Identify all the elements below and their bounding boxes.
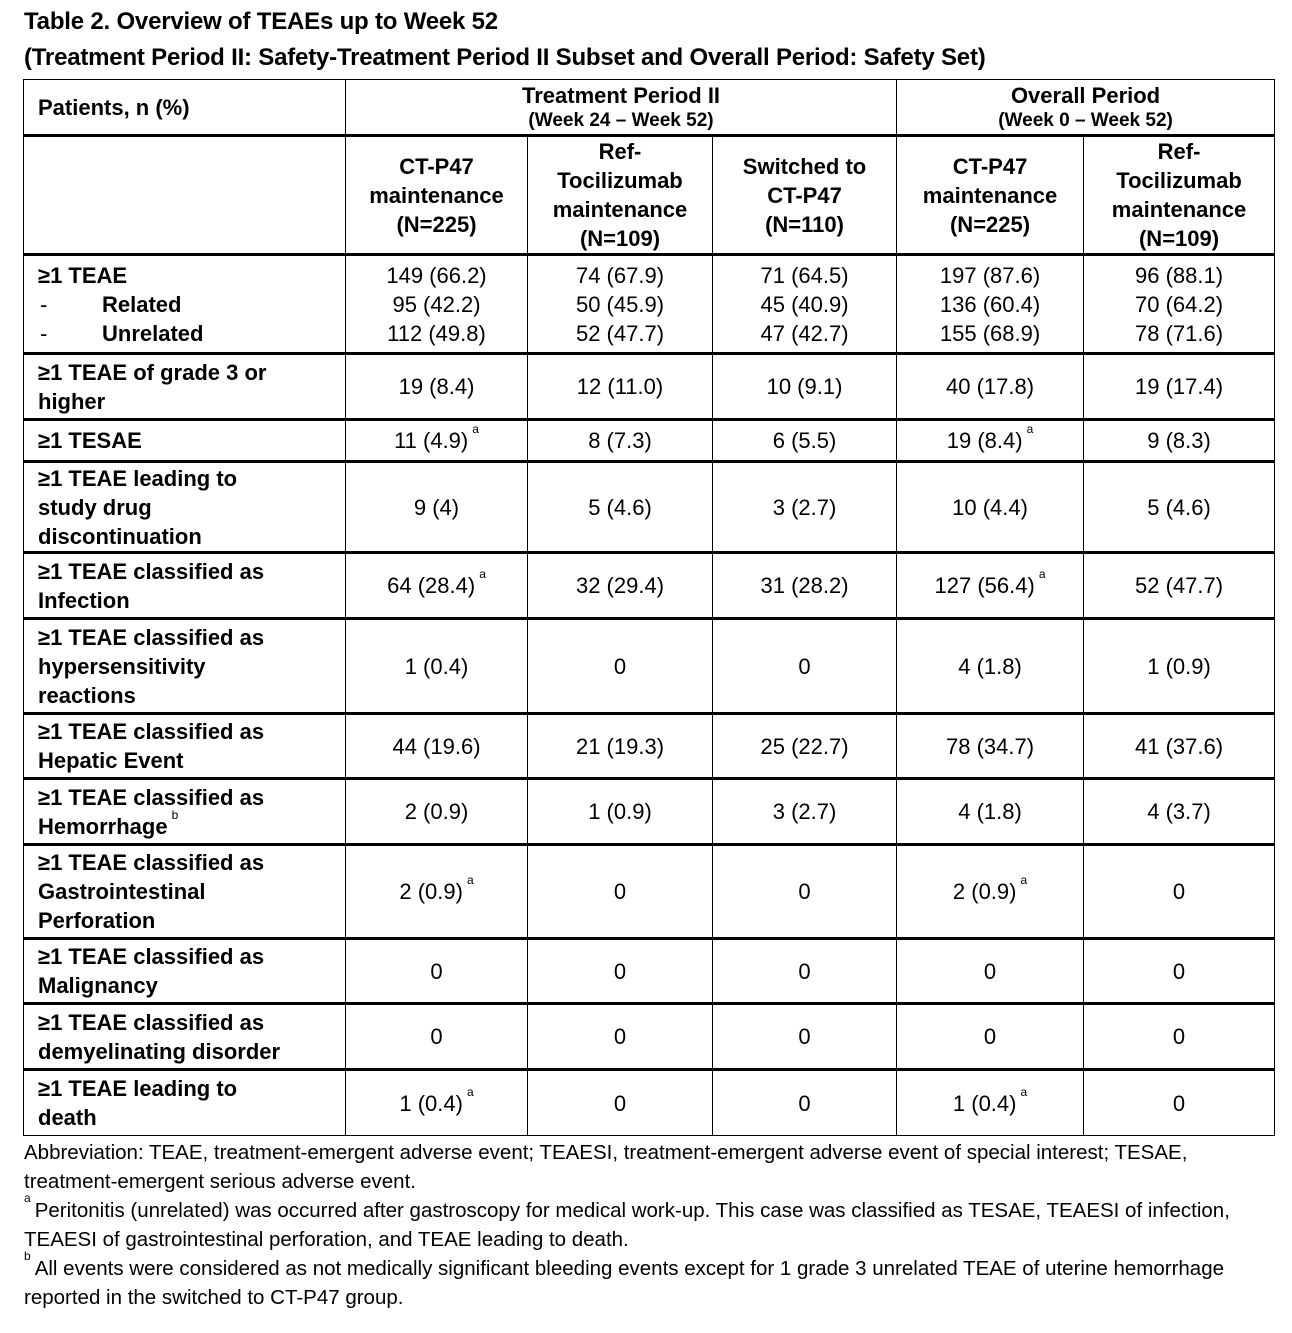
value-line: 112 (49.8) (387, 320, 486, 346)
group-subtitle: (Week 0 – Week 52) (998, 110, 1173, 131)
value-line: 149 (66.2) (386, 262, 487, 288)
value-cell (528, 354, 713, 420)
value-cell (713, 420, 897, 462)
row-label-line: Malignancy (38, 973, 158, 998)
value-text: 2 (0.9) (399, 879, 463, 904)
row-label (24, 779, 346, 845)
footnotes (24, 1138, 1284, 1312)
table-row (24, 354, 1275, 420)
column-header-row (24, 136, 1275, 255)
value-cell (528, 1070, 713, 1136)
value-line: 96 (88.1) (1135, 262, 1224, 288)
row-label-line: reactions (38, 682, 136, 708)
value-line: 197 (87.6) (939, 262, 1041, 288)
value-cell (897, 462, 1084, 553)
sublabel-dash: - (40, 291, 48, 317)
group-title: Treatment Period II (521, 83, 721, 108)
value-cell (1084, 845, 1275, 939)
value-cell (346, 255, 528, 354)
value-line: 50 (45.9) (575, 291, 665, 317)
value-cell (897, 1004, 1084, 1070)
value-cell (897, 255, 1084, 354)
value-text: 78 (34.7) (946, 733, 1035, 759)
value-cell (528, 553, 713, 619)
value-text: 6 (5.5) (772, 428, 837, 453)
column-header-line: CT-P47 (399, 153, 474, 179)
row-label-line: study drug (38, 494, 152, 520)
column-header (346, 136, 528, 255)
value-text: 0 (613, 653, 627, 679)
table-row (24, 714, 1275, 779)
table-row (24, 845, 1275, 939)
value-cell (528, 1004, 713, 1070)
group-header-row (24, 80, 1275, 136)
value-cell (528, 779, 713, 845)
value-text: 0 (613, 1024, 627, 1049)
value-text: 1 (0.9) (1147, 653, 1211, 679)
abbreviation-note: Abbreviation: TEAE, treatment-emergent adverse event; TEAESI, treatment-emergent adverse event of special interest; TESAE, treatment-emergent serious adverse event. (24, 1141, 1188, 1193)
table-row (24, 779, 1275, 845)
row-label (24, 939, 346, 1004)
column-header (897, 136, 1084, 255)
value-text: 127 (56.4) (934, 573, 1035, 598)
table-title: Table 2. Overview of TEAEs up to Week 52 (24, 8, 498, 35)
value-cell (528, 845, 713, 939)
column-header-line: (N=225) (396, 211, 477, 237)
value-text: 10 (4.4) (952, 494, 1028, 520)
value-cell (1084, 779, 1275, 845)
column-header (528, 136, 713, 255)
value-text: 9 (4) (413, 494, 460, 520)
column-header (1084, 136, 1275, 255)
value-cell (713, 255, 897, 354)
value-text: 32 (29.4) (575, 573, 665, 598)
value-text: 0 (798, 879, 811, 904)
value-line: 95 (42.2) (392, 291, 481, 317)
value-cell (346, 714, 528, 779)
value-text: 0 (798, 653, 811, 679)
row-label (24, 462, 346, 553)
value-cell (346, 1004, 528, 1070)
value-cell (1084, 354, 1275, 420)
footnote-marker: a (1020, 873, 1028, 887)
value-cell (346, 619, 528, 714)
column-header-line: Ref- (598, 139, 642, 164)
table-row (24, 939, 1275, 1004)
row-label-line: discontinuation (38, 523, 202, 549)
value-text: 19 (8.4) (946, 428, 1023, 453)
row-label-line: Hepatic Event (38, 748, 184, 773)
column-header-line: Tocilizumab (1116, 168, 1242, 193)
row-label-line: hypersensitivity (38, 653, 206, 679)
value-text: 0 (1172, 1090, 1186, 1116)
value-line: 52 (47.7) (575, 320, 665, 346)
row-label-line: higher (38, 388, 106, 414)
value-cell (713, 619, 897, 714)
value-text: 40 (17.8) (946, 374, 1035, 399)
value-cell (346, 845, 528, 939)
group-title: Overall Period (1010, 83, 1161, 108)
value-line: 47 (42.7) (760, 320, 849, 346)
row-label-line: ≥1 TEAE classified as (38, 719, 265, 744)
value-cell (1084, 619, 1275, 714)
table-row (24, 553, 1275, 619)
column-header-line: Ref- (1157, 139, 1201, 164)
row-label-text: ≥1 TEAE (38, 262, 128, 288)
column-header-line: maintenance (922, 182, 1058, 208)
table-row (24, 420, 1275, 462)
value-cell (346, 779, 528, 845)
value-text: 12 (11.0) (576, 374, 664, 399)
sublabel-dash: - (40, 320, 48, 346)
value-text: 0 (983, 1024, 997, 1049)
value-text: 5 (4.6) (1147, 494, 1211, 520)
footnote-marker: a (466, 1084, 474, 1099)
row-label-line: ≥1 TEAE classified as (38, 1009, 265, 1035)
value-cell (1084, 462, 1275, 553)
column-header-line: (N=109) (1138, 226, 1220, 251)
row-label-line: ≥1 TEAE leading to (38, 465, 238, 491)
row-sublabel (38, 319, 345, 348)
value-text: 0 (430, 1024, 443, 1049)
footnote-b-mark: b (24, 1249, 31, 1263)
value-text: 9 (8.3) (1147, 428, 1211, 453)
value-text: 1 (0.4) (399, 1090, 463, 1116)
row-label (24, 845, 346, 939)
value-text: 0 (430, 958, 443, 984)
value-cell (897, 939, 1084, 1004)
footnote-marker: b (171, 807, 179, 822)
value-text: 10 (9.1) (766, 374, 843, 399)
value-cell (897, 1070, 1084, 1136)
group-header-treatment-period-ii (346, 80, 897, 136)
footnote-marker: a (1038, 567, 1046, 581)
footnote-marker: a (472, 422, 479, 436)
row-label (24, 1070, 346, 1136)
value-cell (528, 420, 713, 462)
value-cell (1084, 939, 1275, 1004)
value-cell (897, 553, 1084, 619)
value-cell (1084, 553, 1275, 619)
value-cell (713, 779, 897, 845)
row-label (24, 1004, 346, 1070)
value-cell (1084, 714, 1275, 779)
value-text: 0 (1172, 958, 1186, 984)
footnote-marker: a (466, 873, 474, 887)
value-cell (346, 1070, 528, 1136)
value-cell (713, 1004, 897, 1070)
value-text: 0 (798, 1090, 811, 1116)
value-cell (346, 354, 528, 420)
value-cell (528, 939, 713, 1004)
sublabel-text: Unrelated (102, 320, 204, 346)
table-row (24, 619, 1275, 714)
value-text: 64 (28.4) (387, 573, 476, 598)
footnote-marker: a (479, 567, 486, 581)
value-cell (897, 420, 1084, 462)
row-label-line: ≥1 TEAE classified as (38, 850, 265, 875)
value-cell (897, 845, 1084, 939)
value-cell (1084, 420, 1275, 462)
value-text: 5 (4.6) (588, 494, 652, 520)
table-row (24, 1070, 1275, 1136)
value-text: 0 (983, 958, 997, 984)
value-text: 0 (613, 879, 627, 904)
value-line: 45 (40.9) (760, 291, 849, 317)
value-line: 71 (64.5) (760, 262, 849, 288)
column-header-line: (N=225) (949, 211, 1031, 237)
value-cell (528, 619, 713, 714)
value-text: 41 (37.6) (1135, 733, 1224, 759)
column-header-line: CT-P47 (767, 182, 842, 208)
column-header-line: CT-P47 (952, 153, 1028, 179)
value-text: 1 (0.4) (952, 1090, 1017, 1116)
value-text: 0 (613, 958, 627, 984)
value-cell (897, 779, 1084, 845)
column-header (713, 136, 897, 255)
value-line: 78 (71.6) (1135, 320, 1224, 346)
row-label-line: ≥1 TESAE (38, 428, 142, 453)
value-line: 155 (68.9) (939, 320, 1041, 346)
value-text: 4 (1.8) (958, 653, 1022, 679)
value-text: 1 (0.9) (588, 799, 652, 824)
value-text: 0 (798, 1024, 811, 1049)
table-row (24, 255, 1275, 354)
footnote-marker: a (1020, 1084, 1028, 1099)
value-cell (346, 553, 528, 619)
value-cell (1084, 1070, 1275, 1136)
row-label (24, 255, 346, 354)
row-label-line: Infection (38, 587, 130, 613)
value-line: 70 (64.2) (1135, 291, 1224, 317)
value-cell (713, 354, 897, 420)
group-header-overall-period (897, 80, 1275, 136)
column-header-line: (N=110) (765, 211, 844, 237)
value-cell (713, 845, 897, 939)
row-label-line: death (38, 1105, 97, 1130)
value-cell (897, 619, 1084, 714)
row-label (24, 714, 346, 779)
table-subtitle: (Treatment Period II: Safety-Treatment Period II Subset and Overall Period: Safety Set) (24, 44, 986, 71)
value-text: 52 (47.7) (1135, 573, 1224, 598)
row-label (24, 619, 346, 714)
value-text: 0 (798, 958, 811, 984)
sublabel-text: Related (102, 291, 182, 317)
value-cell (1084, 255, 1275, 354)
row-label-line: ≥1 TEAE of grade 3 or (38, 359, 267, 385)
value-text: 3 (2.7) (772, 494, 837, 520)
value-text: 19 (8.4) (398, 374, 475, 399)
value-text: 31 (28.2) (760, 573, 849, 598)
row-label (24, 354, 346, 420)
corner-label: Patients, n (%) (24, 80, 346, 136)
value-text: 4 (1.8) (958, 799, 1022, 824)
value-cell (713, 462, 897, 553)
value-text: 1 (0.4) (404, 653, 469, 679)
value-cell (897, 354, 1084, 420)
column-header-line: maintenance (1111, 197, 1247, 222)
value-cell (713, 939, 897, 1004)
column-header-line: (N=109) (579, 226, 661, 251)
column-header-line: Switched to (742, 153, 867, 179)
footnote-marker: a (1026, 422, 1034, 436)
row-label-line: ≥1 TEAE classified as (38, 784, 265, 810)
footnote-b (24, 1249, 1284, 1312)
row-label-line: Perforation (38, 908, 156, 933)
row-label (24, 420, 346, 462)
row-label-line: ≥1 TEAE classified as (38, 624, 265, 650)
table-row (24, 1004, 1275, 1070)
value-text: 3 (2.7) (772, 799, 837, 824)
value-text: 11 (4.9) (394, 428, 469, 453)
row-sublabel (38, 290, 345, 319)
value-cell (346, 462, 528, 553)
value-text: 21 (19.3) (575, 733, 665, 759)
footnote-a-mark: a (24, 1191, 31, 1205)
value-text: 19 (17.4) (1135, 374, 1224, 399)
value-cell (897, 714, 1084, 779)
value-cell (346, 420, 528, 462)
value-cell (528, 714, 713, 779)
table-row (24, 462, 1275, 553)
row-label-line: ≥1 TEAE classified as (38, 944, 265, 969)
footnote-b-text: All events were considered as not medically significant bleeding events except for 1 grade 3 unrelated TEAE of uterine hemorrhage reported in the switched to CT-P47 group. (24, 1257, 1224, 1309)
value-text: 0 (613, 1090, 627, 1116)
row-label-line: ≥1 TEAE leading to (38, 1076, 238, 1101)
footnote-a-text: Peritonitis (unrelated) was occurred after gastroscopy for medical work-up. This case was classified as TESAE, TEAESI of infection, TEAESI of gastrointestinal perforation, and TEAE leading to death. (24, 1199, 1230, 1251)
value-text: 4 (3.7) (1147, 799, 1211, 824)
column-header-line: Tocilizumab (557, 168, 683, 193)
value-cell (713, 1070, 897, 1136)
column-header-line: maintenance (552, 197, 688, 222)
value-cell (528, 462, 713, 553)
value-line: 136 (60.4) (939, 291, 1041, 317)
value-cell (713, 553, 897, 619)
footnote-a (24, 1191, 1284, 1254)
value-text: 0 (1172, 1024, 1186, 1049)
value-text: 25 (22.7) (760, 733, 849, 759)
value-text: 44 (19.6) (392, 733, 481, 759)
empty-corner-cell (24, 136, 346, 255)
value-text: 2 (0.9) (404, 799, 469, 824)
row-label-line: Hemorrhage (38, 813, 168, 839)
row-label-line: Gastrointestinal (38, 879, 206, 904)
column-header-line: maintenance (369, 182, 504, 208)
value-cell (1084, 1004, 1275, 1070)
value-text: 8 (7.3) (588, 428, 652, 453)
value-text: 0 (1172, 879, 1186, 904)
value-cell (528, 255, 713, 354)
value-text: 2 (0.9) (952, 879, 1017, 904)
value-line: 74 (67.9) (575, 262, 665, 288)
value-cell (713, 714, 897, 779)
value-cell (346, 939, 528, 1004)
row-label-line: demyelinating disorder (38, 1038, 281, 1064)
row-label (24, 553, 346, 619)
row-label-line: ≥1 TEAE classified as (38, 558, 265, 584)
teae-overview-table (23, 79, 1275, 1136)
group-subtitle: (Week 24 – Week 52) (528, 110, 714, 131)
